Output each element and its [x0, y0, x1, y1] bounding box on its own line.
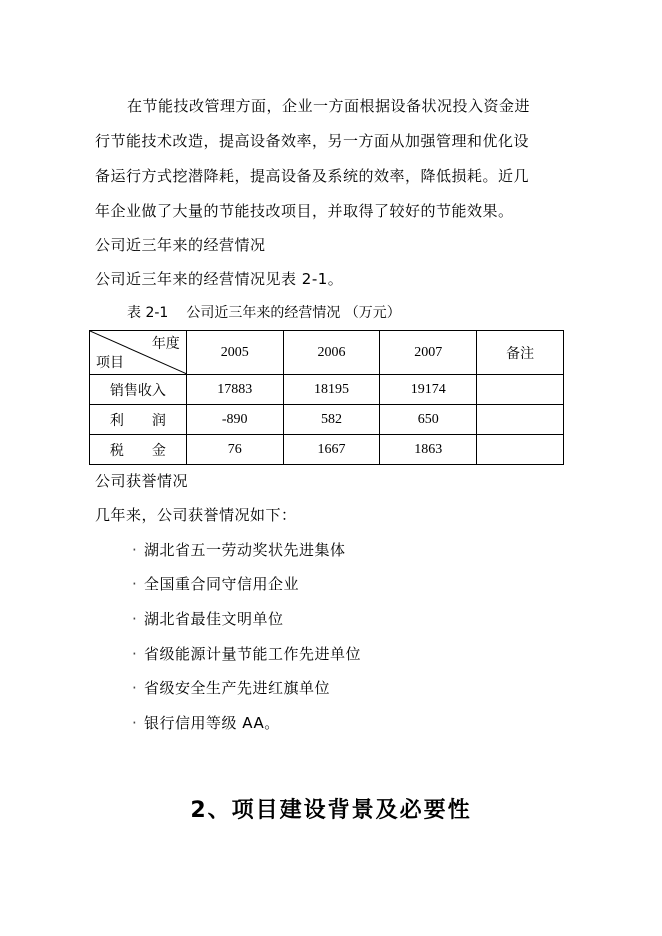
section-title-honors: 公司获誉情况: [95, 472, 189, 490]
column-header: 2006: [283, 331, 380, 375]
table-cell: 19174: [380, 375, 477, 405]
honor-list-item: [132, 574, 299, 594]
operating-table: [89, 330, 564, 465]
honor-text: 全国重合同守信用企业: [144, 575, 300, 593]
table-cell: [477, 375, 564, 405]
section-heading: 2、项目建设背景及必要性: [190, 798, 472, 823]
row-label: 税 金: [90, 435, 187, 465]
table-cell: 76: [186, 435, 283, 465]
table-cell: [477, 405, 564, 435]
column-header: 2005: [186, 331, 283, 375]
honor-list-item: [132, 540, 346, 560]
honor-text: 银行信用等级 AA。: [144, 714, 280, 732]
honor-list-item: [132, 713, 280, 733]
table-row: [90, 375, 564, 405]
bullet-dot: ·: [132, 575, 138, 593]
honor-text: 湖北省五一劳动奖状先进集体: [144, 541, 346, 559]
table-corner-cell: [90, 331, 187, 375]
bullet-dot: ·: [132, 645, 138, 663]
table-cell: [477, 435, 564, 465]
row-label: 利 润: [90, 405, 187, 435]
section-intro-operating: 公司近三年来的经营情况见表 2-1。: [95, 270, 344, 288]
table-cell: 582: [283, 405, 380, 435]
table-cell: 1667: [283, 435, 380, 465]
table-caption: [127, 303, 401, 323]
paragraph-line: 在节能技改管理方面，企业一方面根据设备状况投入资金进: [127, 97, 531, 115]
honor-list-item: [132, 644, 361, 664]
section-intro-honors: 几年来，公司获誉情况如下：: [95, 506, 297, 524]
bullet-dot: ·: [132, 541, 138, 559]
table-caption-text: 公司近三年来的经营情况 （万元）: [186, 305, 401, 321]
column-header: 2007: [380, 331, 477, 375]
bullet-dot: ·: [132, 714, 138, 732]
table-cell: 17883: [186, 375, 283, 405]
honor-text: 省级安全生产先进红旗单位: [144, 679, 331, 697]
corner-year-label: 年度: [151, 336, 180, 352]
row-label: 销售收入: [90, 375, 187, 405]
table-row: [90, 405, 564, 435]
table-caption-number: 表 2-1: [127, 305, 169, 321]
bullet-dot: ·: [132, 679, 138, 697]
honor-list-item: [132, 678, 330, 698]
paragraph-line: 备运行方式挖潜降耗，提高设备及系统的效率，降低损耗。近几: [95, 167, 530, 185]
section-title-operating: 公司近三年来的经营情况: [95, 236, 266, 254]
paragraph-line: 年企业做了大量的节能技改项目，并取得了较好的节能效果。: [95, 202, 514, 220]
bullet-dot: ·: [132, 610, 138, 628]
column-header-remarks: 备注: [477, 331, 564, 375]
honor-list-item: [132, 609, 284, 629]
honor-text: 省级能源计量节能工作先进单位: [144, 645, 362, 663]
honor-text: 湖北省最佳文明单位: [144, 610, 284, 628]
corner-item-label: 项目: [96, 355, 124, 371]
table-row: [90, 435, 564, 465]
paragraph-line: 行节能技术改造，提高设备效率，另一方面从加强管理和优化设: [95, 132, 530, 150]
table-cell: 1863: [380, 435, 477, 465]
table-cell: -890: [186, 405, 283, 435]
table-cell: 18195: [283, 375, 380, 405]
table-header-row: [90, 331, 564, 375]
table-cell: 650: [380, 405, 477, 435]
